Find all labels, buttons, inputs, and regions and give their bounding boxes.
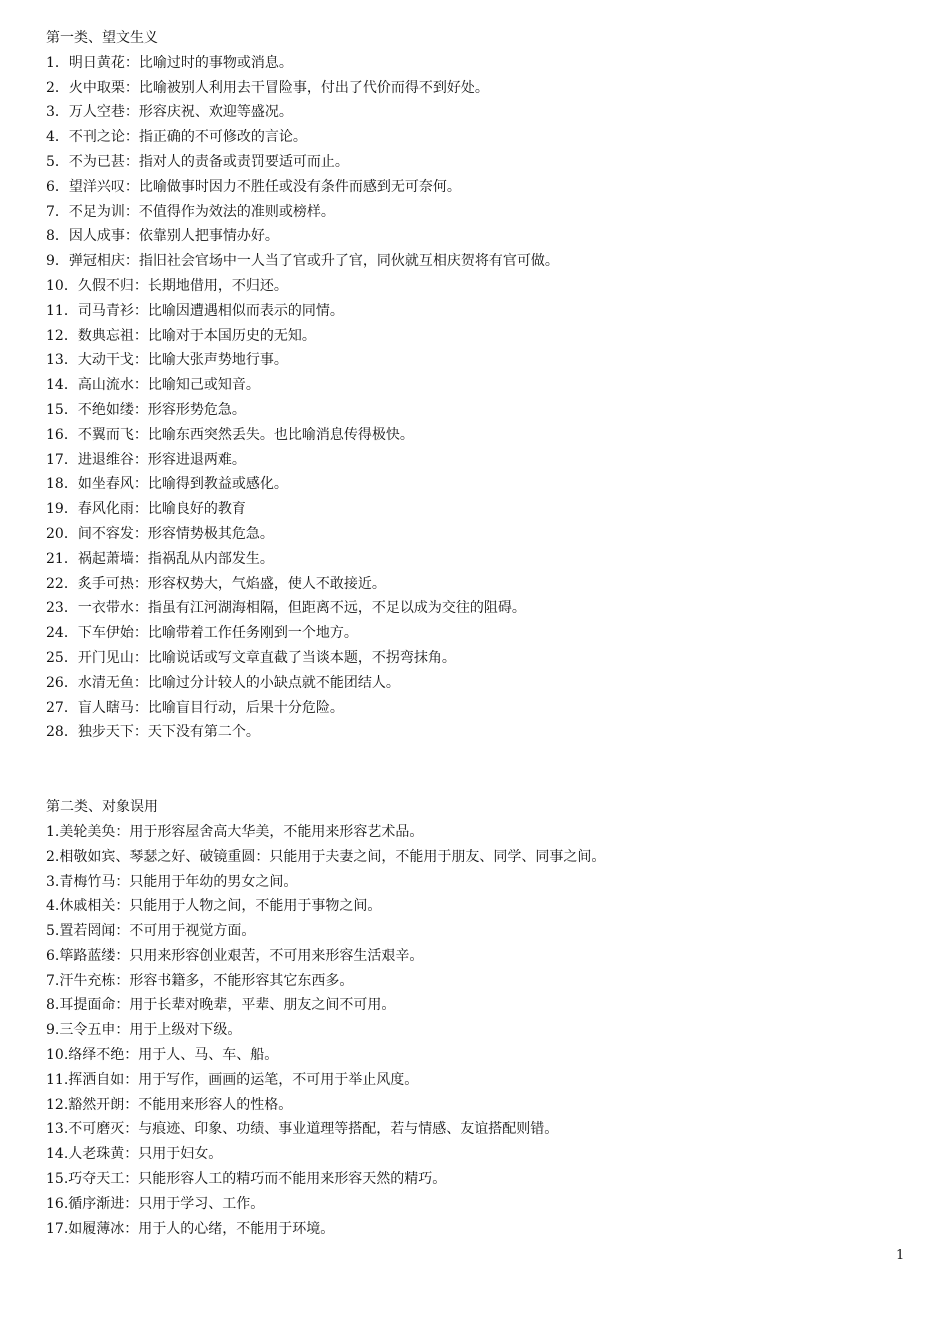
list-item: 14．高山流水：比喻知己或知音。 bbox=[46, 377, 260, 394]
list-item: 9．弹冠相庆：指旧社会官场中一人当了官或升了官，同伙就互相庆贺将有官可做。 bbox=[46, 253, 559, 270]
section-heading: 第一类、望文生义 bbox=[46, 30, 158, 46]
list-item: 8.耳提面命：用于长辈对晚辈，平辈、朋友之间不可用。 bbox=[46, 997, 396, 1014]
list-item: 21．祸起萧墙：指祸乱从内部发生。 bbox=[46, 550, 274, 567]
list-item: 2.相敬如宾、琴瑟之好、破镜重圆：只能用于夫妻之间，不能用于朋友、同学、同事之间。 bbox=[46, 848, 606, 865]
list-item: 19．春风化雨：比喻良好的教育 bbox=[46, 501, 246, 518]
list-item: 11．司马青衫：比喻因遭遇相似而表示的同情。 bbox=[46, 302, 344, 319]
list-item: 11.挥洒自如：用于写作，画画的运笔，不可用于举止风度。 bbox=[46, 1071, 419, 1088]
list-item: 7．不足为训：不值得作为效法的准则或榜样。 bbox=[46, 203, 335, 220]
list-item: 20．间不容发：形容情势极其危急。 bbox=[46, 525, 274, 542]
list-item: 15．不绝如缕：形容形势危急。 bbox=[46, 401, 246, 418]
list-item: 3．万人空巷：形容庆祝、欢迎等盛况。 bbox=[46, 104, 293, 121]
list-item: 22．炙手可热：形容权势大，气焰盛，使人不敢接近。 bbox=[46, 575, 386, 592]
list-item: 1.美轮美奂：用于形容屋舍高大华美，不能用来形容艺术品。 bbox=[46, 823, 424, 840]
list-item: 13.不可磨灭：与痕迹、印象、功绩、事业道理等搭配，若与情感、友谊搭配则错。 bbox=[46, 1121, 559, 1138]
list-item: 5.置若罔闻：不可用于视觉方面。 bbox=[46, 923, 256, 940]
list-item: 8．因人成事：依靠别人把事情办好。 bbox=[46, 228, 279, 245]
list-item: 2．火中取栗：比喻被别人利用去干冒险事，付出了代价而得不到好处。 bbox=[46, 79, 489, 96]
list-item: 7.汗牛充栋：形容书籍多，不能形容其它东西多。 bbox=[46, 972, 354, 989]
list-item: 4．不刊之论：指正确的不可修改的言论。 bbox=[46, 129, 307, 146]
list-item: 27．盲人瞎马：比喻盲目行动，后果十分危险。 bbox=[46, 699, 344, 716]
list-item: 10．久假不归：长期地借用，不归还。 bbox=[46, 277, 288, 294]
list-item: 13．大动干戈：比喻大张声势地行事。 bbox=[46, 352, 288, 369]
list-item: 28．独步天下：天下没有第二个。 bbox=[46, 724, 260, 741]
list-item: 6．望洋兴叹：比喻做事时因力不胜任或没有条件而感到无可奈何。 bbox=[46, 178, 461, 195]
list-item: 17．进退维谷：形容进退两难。 bbox=[46, 451, 246, 468]
page-number: 1 bbox=[896, 1248, 905, 1263]
list-item: 14.人老珠黄：只用于妇女。 bbox=[46, 1146, 223, 1163]
list-item: 1．明日黄花：比喻过时的事物或消息。 bbox=[46, 54, 293, 71]
section-heading: 第二类、对象误用 bbox=[46, 799, 158, 816]
list-item: 26．水清无鱼：比喻过分计较人的小缺点就不能团结人。 bbox=[46, 674, 400, 691]
list-item: 3.青梅竹马：只能用于年幼的男女之间。 bbox=[46, 873, 298, 890]
section-wangwenshengyi bbox=[46, 26, 926, 745]
list-item: 16．不翼而飞：比喻东西突然丢失。也比喻消息传得极快。 bbox=[46, 426, 414, 443]
list-item: 5．不为已甚：指对人的责备或责罚要适可而止。 bbox=[46, 153, 349, 170]
list-item: 12.豁然开朗：不能用来形容人的性格。 bbox=[46, 1096, 293, 1113]
section-duixiangwuyong bbox=[46, 795, 926, 1241]
list-item: 12．数典忘祖：比喻对于本国历史的无知。 bbox=[46, 327, 316, 344]
list-item: 10.络绎不绝：用于人、马、车、船。 bbox=[46, 1047, 279, 1064]
document-body bbox=[46, 26, 926, 1241]
list-item: 25．开门见山：比喻说话或写文章直截了当谈本题，不拐弯抹角。 bbox=[46, 649, 456, 666]
list-item: 24．下车伊始：比喻带着工作任务刚到一个地方。 bbox=[46, 625, 358, 642]
list-item: 9.三令五申：用于上级对下级。 bbox=[46, 1022, 242, 1039]
list-item: 6.筚路蓝缕：只用来形容创业艰苦，不可用来形容生活艰辛。 bbox=[46, 947, 424, 964]
list-item: 23．一衣带水：指虽有江河湖海相隔，但距离不远，不足以成为交往的阻碍。 bbox=[46, 600, 526, 617]
list-item: 15.巧夺天工：只能形容人工的精巧而不能用来形容天然的精巧。 bbox=[46, 1171, 447, 1188]
list-item: 4.休戚相关：只能用于人物之间，不能用于事物之间。 bbox=[46, 898, 382, 915]
list-item: 16.循序渐进：只用于学习、工作。 bbox=[46, 1195, 265, 1212]
list-item: 18．如坐春风：比喻得到教益或感化。 bbox=[46, 476, 288, 493]
list-item: 17.如履薄冰：用于人的心绪，不能用于环境。 bbox=[46, 1220, 335, 1237]
